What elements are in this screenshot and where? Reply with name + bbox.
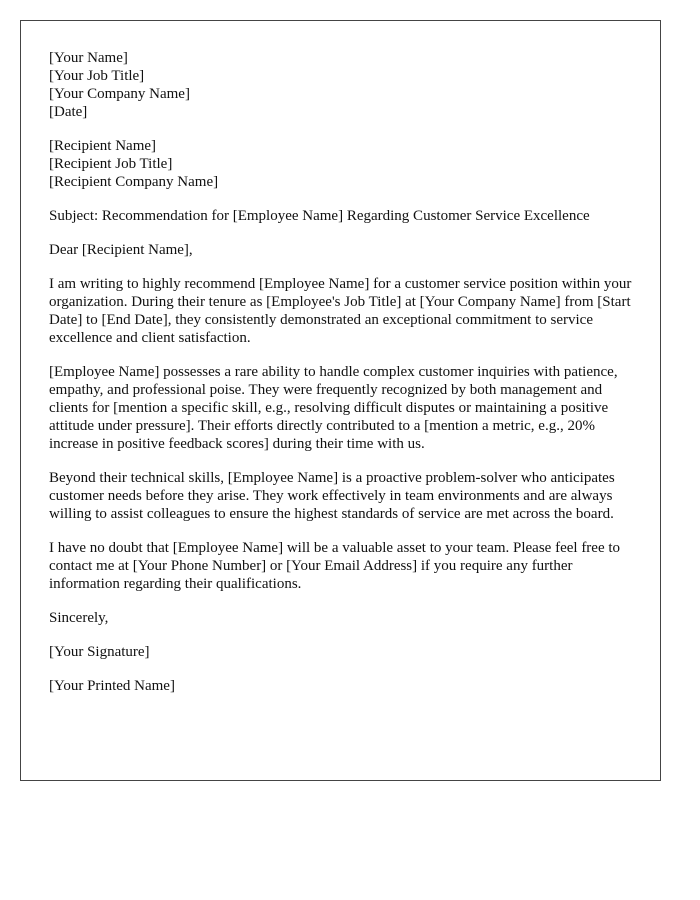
sender-name: [Your Name] (49, 50, 128, 66)
recipient-name: [Recipient Name] (49, 138, 157, 154)
sender-block (49, 49, 639, 121)
sender-company: [Your Company Name] (49, 86, 190, 102)
signature: [Your Signature] (49, 644, 150, 660)
body-paragraph: Beyond their technical skills, [Employee Name] is a proactive problem-solver who anticipates customer needs before they arise. They work effectively in team environments and are always willing to assist colleagues to ensure the highest standards of service are met across the board. (49, 470, 615, 522)
recipient-company: [Recipient Company Name] (49, 174, 219, 190)
letter-content (49, 49, 639, 711)
printed-name: [Your Printed Name] (49, 678, 175, 694)
closing: Sincerely, (49, 610, 109, 626)
letter-date: [Date] (49, 104, 88, 120)
sender-job-title: [Your Job Title] (49, 68, 145, 84)
salutation: Dear [Recipient Name], (49, 242, 193, 258)
recipient-job-title: [Recipient Job Title] (49, 156, 173, 172)
letter-page (20, 20, 661, 781)
body-paragraph: I have no doubt that [Employee Name] will be a valuable asset to your team. Please feel free to contact me at [Your Phone Number] or [Your Email Address] if you require any further information regarding their qualifications. (49, 540, 621, 592)
subject-line: Subject: Recommendation for [Employee Name] Regarding Customer Service Excellence (49, 208, 590, 224)
body-paragraph: [Employee Name] possesses a rare ability to handle complex customer inquiries with patience, empathy, and professional poise. They were frequently recognized by both management and clients for [mention a specific skill, e.g., resolving difficult disputes or maintaining a positive attitude under pressure]. Their efforts directly contributed to a [mention a metric, e.g., 20% increase in positive feedback scores] during their time with us. (49, 364, 618, 452)
recipient-block (49, 137, 639, 191)
body-paragraph: I am writing to highly recommend [Employee Name] for a customer service position within your organization. During their tenure as [Employee's Job Title] at [Your Company Name] from [Start Date] to [End Date], they consistently demonstrated an exceptional commitment to service excellence and client satisfaction. (49, 276, 632, 346)
